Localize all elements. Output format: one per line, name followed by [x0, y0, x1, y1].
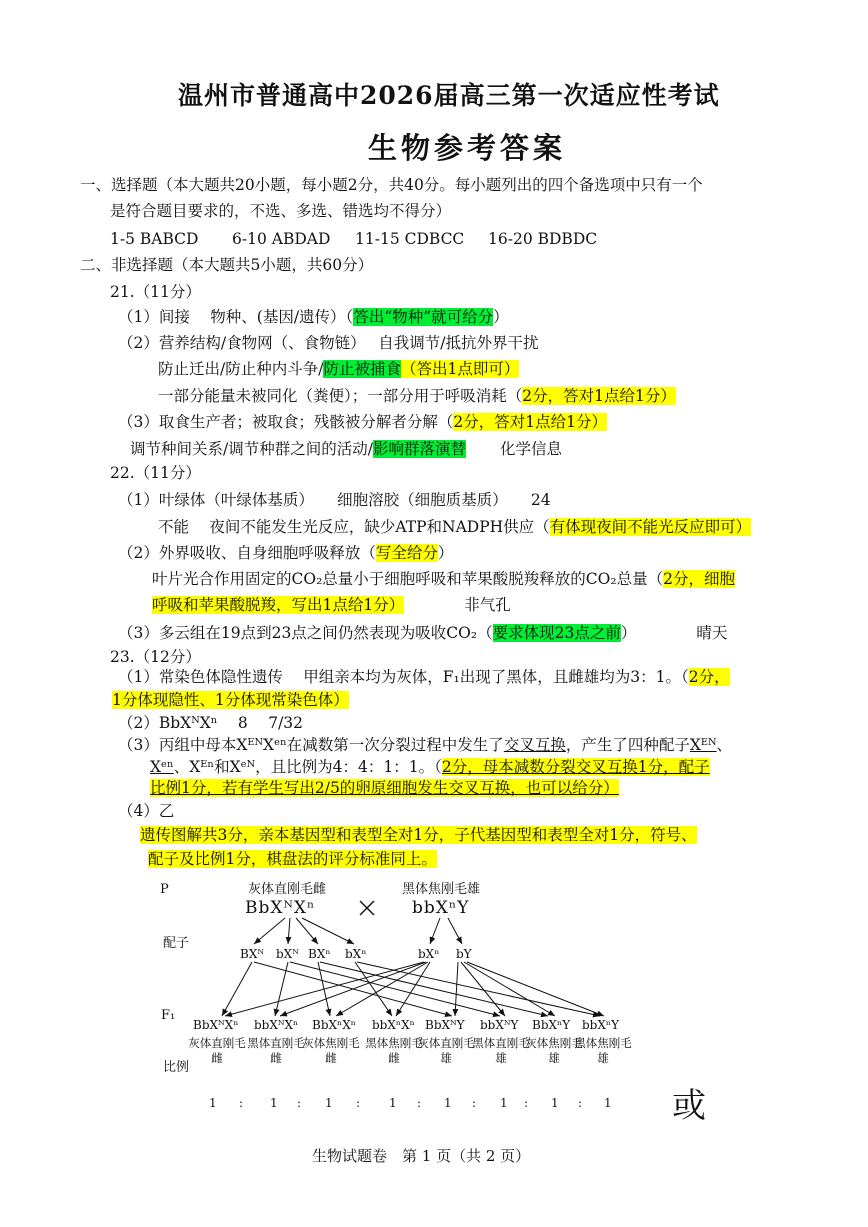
q23-header: 23.（12分） [110, 648, 201, 666]
q23-part1-line2: 1分体现隐性、1分体现常染色体） [112, 691, 349, 709]
q21-part2-line2: 防止迁出/防止种内斗争/防止被捕食（答出1点即可） [158, 360, 520, 378]
ratio-8: 1 [604, 1096, 612, 1110]
offspring-phenotype-2: 黑体直刚毛雌 [247, 1036, 305, 1065]
offspring-genotype-1: BbXᴺXⁿ [193, 1018, 239, 1032]
q21-part3: （3）取食生产者；被取食；残骸被分解者分解（2分，答对1点给1分） [118, 413, 607, 431]
ratio-4: 1 [389, 1096, 397, 1110]
gamete-label: 配子 [163, 936, 190, 951]
offspring-genotype-2: bbXᴺXⁿ [254, 1018, 299, 1032]
answer-key-title: 生物参考答案 [368, 131, 567, 165]
section2-title: 二、非选择题（本大题共5小题，共60分） [80, 256, 374, 274]
gamete-female-4: bXⁿ [345, 947, 367, 961]
q22-header: 22.（11分） [110, 464, 201, 482]
answers-6-10: 6-10 ABDAD [232, 230, 331, 248]
q22-part3: （3）多云组在19点到23点之间仍然表现为吸收CO₂（要求体现23点之前） 晴天 [118, 624, 728, 642]
q21-part3-line2: 调节种间关系/调节种群之间的活动/影响群落演替 化学信息 [130, 440, 562, 458]
answers-16-20: 16-20 BDBDC [488, 230, 598, 248]
offspring-phenotype-3: 灰体焦刚毛雌 [302, 1036, 360, 1065]
q23-part4-note-line2: 配子及比例1分，棋盘法的评分标准同上。 [148, 850, 437, 868]
ratio-label: 比例 [163, 1060, 190, 1075]
ratio-3: 1 [325, 1096, 333, 1110]
gamete-male-1: bXⁿ [418, 947, 440, 961]
q22-part1-line2: 不能 夜间不能发生光反应，缺少ATP和NADPH供应（有体现夜间不能光反应即可） [158, 518, 752, 536]
ratio-1: 1 [209, 1096, 217, 1110]
answers-11-15: 11-15 CDBCC [355, 230, 465, 248]
gamete-female-1: BXᴺ [240, 947, 264, 961]
q23-part3-line2: Xᵉⁿ、Xᴱⁿ和Xᵉᴺ，且比例为4：4：1：1。（2分，母本减数分裂交叉互换1分，配子 [150, 758, 710, 776]
q21-part2-line3: 一部分能量未被同化（粪便）；一部分用于呼吸消耗（2分，答对1点给1分） [158, 387, 676, 405]
offspring-genotype-4: bbXⁿXⁿ [372, 1018, 415, 1032]
section1-instructions: 一、选择题（本大题共20小题，每小题2分，共40分。每小题列出的四个备选项中只有一个 [80, 176, 703, 194]
ratio-5: 1 [444, 1096, 452, 1110]
section1-instructions-cont: 是符合题目要求的，不选、多选、错选均不得分） [110, 202, 452, 220]
offspring-genotype-5: BbXᴺY [425, 1018, 465, 1032]
q22-part2-line3: 呼吸和苹果酸脱羧，写出1点给1分） 非气孔 [152, 596, 511, 614]
offspring-phenotype-4: 黑体焦刚毛雌 [365, 1036, 423, 1065]
q22-part2-line2: 叶片光合作用固定的CO₂总量小于细胞呼吸和苹果酸脱羧释放的CO₂总量（2分，细胞 [152, 570, 735, 588]
offspring-genotype-8: bbXⁿY [582, 1018, 620, 1032]
male-parent-genotype: bbXⁿY [412, 898, 470, 918]
offspring-genotype-7: BbXⁿY [532, 1018, 571, 1032]
q23-part2: （2）BbXᴺXⁿ 8 7/32 [118, 714, 304, 732]
offspring-genotype-3: BbXⁿXⁿ [312, 1018, 356, 1032]
offspring-phenotype-7: 灰体焦刚毛雄 [525, 1036, 583, 1065]
ratio-6: 1 [500, 1096, 508, 1110]
male-gamete-arrows [430, 918, 462, 944]
offspring-phenotype-6: 黑体直刚毛雄 [472, 1036, 530, 1065]
q23-part4-note: 遗传图解共3分，亲本基因型和表型全对1分，子代基因型和表型全对1分，符号、 [140, 826, 697, 844]
q22-part2: （2）外界吸收、自身细胞呼吸释放（写全给分） [118, 544, 454, 562]
gamete-female-2: bXᴺ [276, 947, 299, 961]
cross-symbol [360, 901, 374, 915]
offspring-phenotype-1: 灰体直刚毛雌 [188, 1036, 246, 1065]
female-gamete-arrows [254, 918, 354, 944]
answers-1-5: 1-5 BABCD [110, 230, 199, 248]
female-parent-genotype: BbXᴺXⁿ [245, 898, 316, 918]
q23-part1: （1）常染色体隐性遗传 甲组亲本均为灰体，F₁出现了黑体，且雌雄均为3：1。（2分， [118, 668, 730, 686]
q23-part4: （4）乙 [118, 802, 175, 820]
q22-part1: （1）叶绿体（叶绿体基质） 细胞溶胶（细胞质基质） 24 [118, 491, 551, 509]
or-marker: 或 [672, 1086, 706, 1126]
q23-part3: （3）丙组中母本XᴱᴺXᵉⁿ在减数第一次分裂过程中发生了交叉互换，产生了四种配子Xᴱᴺ、 [118, 736, 733, 754]
offspring-genotype-6: bbXᴺY [480, 1018, 519, 1032]
gamete-male-2: bY [456, 947, 472, 961]
p-label: P [160, 882, 169, 897]
ratio-2: 1 [270, 1096, 278, 1110]
ratio-7: 1 [551, 1096, 559, 1110]
female-parent-phenotype: 灰体直刚毛雌 [248, 882, 327, 897]
page-footer: 生物试题卷 第 1 页（共 2 页） [312, 1147, 531, 1165]
q21-part2: （2）营养结构/食物网（、食物链） 自我调节/抵抗外界干扰 [118, 334, 539, 352]
f1-label: F₁ [161, 1008, 176, 1023]
offspring-phenotype-5: 灰体直刚毛雄 [417, 1036, 475, 1065]
q21-part1: （1）间接 物种、(基因/遗传）（答出“物种”就可给分） [118, 308, 509, 326]
q23-part3-line3: 比例1分，若有学生写出2/5的卵原细胞发生交叉互换，也可以给分） [150, 779, 619, 797]
male-parent-phenotype: 黑体焦刚毛雄 [402, 882, 481, 897]
gamete-female-3: BXⁿ [308, 947, 331, 961]
fertilization-arrows [222, 962, 604, 1016]
q21-header: 21.（11分） [110, 283, 201, 301]
offspring-phenotype-8: 黑体焦刚毛雄 [574, 1036, 632, 1065]
exam-title: 温州市普通高中2026届高三第一次适应性考试 [178, 81, 720, 110]
